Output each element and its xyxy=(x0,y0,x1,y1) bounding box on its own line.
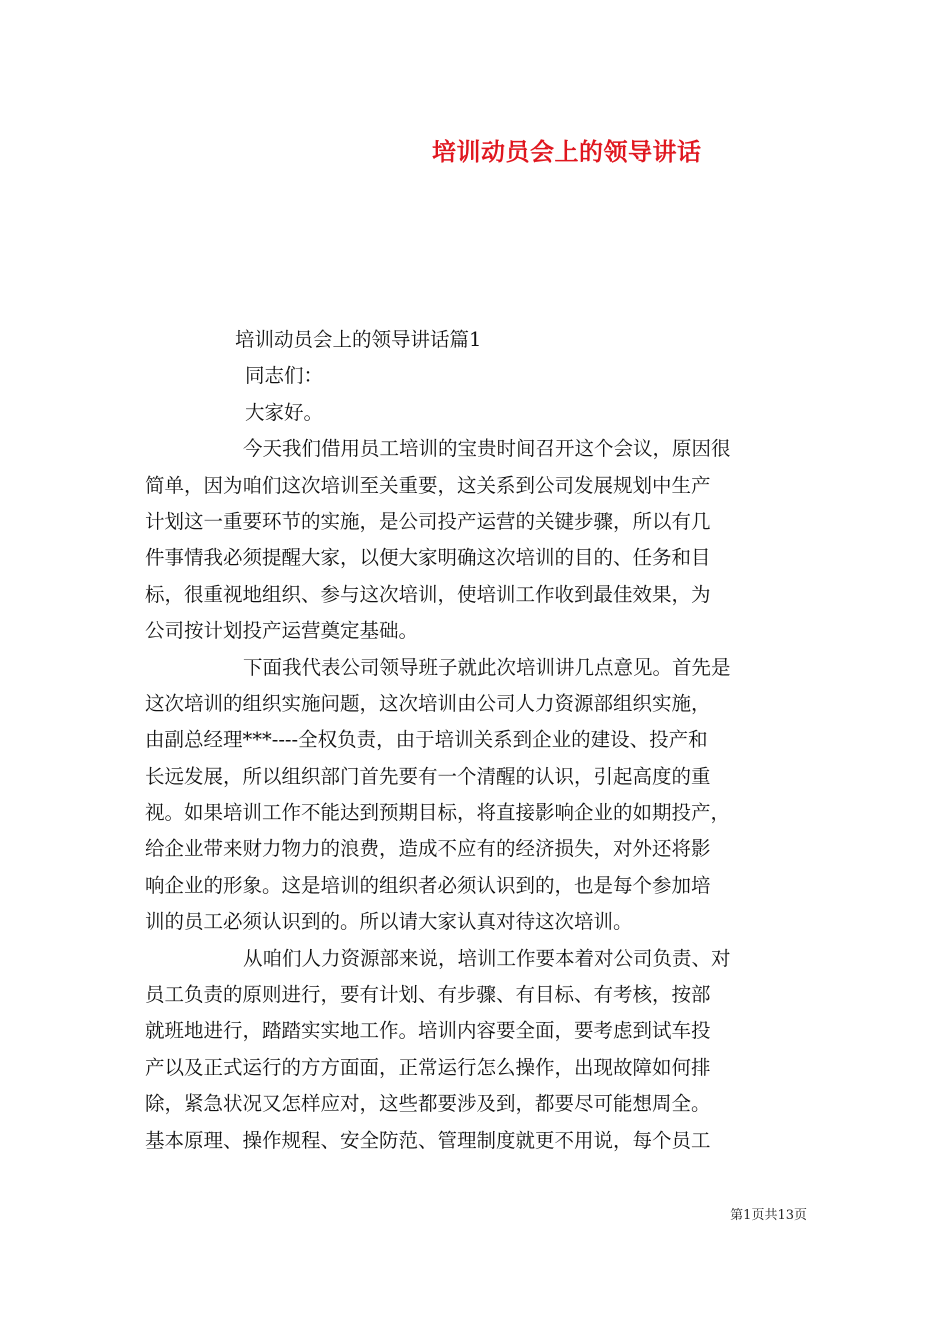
paragraph-line: 简单，因为咱们这次培训至关重要，这关系到公司发展规划中生产 xyxy=(145,473,711,497)
section-heading: 培训动员会上的领导讲话篇1 xyxy=(235,328,482,351)
document-title: 培训动员会上的领导讲话 xyxy=(432,137,702,166)
paragraph-line: 员工负责的原则进行，要有计划、有步骤、有目标、有考核，按部 xyxy=(145,983,711,1007)
paragraph-line: 计划这一重要环节的实施，是公司投产运营的关键步骤，所以有几 xyxy=(145,509,711,533)
paragraph-line: 长远发展，所以组织部门首先要有一个清醒的认识，引起高度的重 xyxy=(145,764,711,788)
paragraph-line: 下面我代表公司领导班子就此次培训讲几点意见。首先是 xyxy=(243,655,731,679)
paragraph-3 xyxy=(145,941,815,1159)
document-body xyxy=(145,322,815,1159)
paragraph-line: 给企业带来财力物力的浪费，造成不应有的经济损失，对外还将影 xyxy=(145,837,711,861)
paragraph-line: 训的员工必须认识到的。所以请大家认真对待这次培训。 xyxy=(145,910,633,934)
paragraph-line: 标，很重视地组织、参与这次培训，使培训工作收到最佳效果，为 xyxy=(145,582,711,606)
paragraph-line: 就班地进行，踏踏实实地工作。培训内容要全面，要考虑到试车投 xyxy=(145,1019,711,1043)
paragraph-line: 视。如果培训工作不能达到预期目标，将直接影响企业的如期投产， xyxy=(145,801,731,825)
paragraph-line: 这次培训的组织实施问题，这次培训由公司人力资源部组织实施， xyxy=(145,691,711,715)
paragraph-1 xyxy=(145,431,815,649)
greeting: 大家好。 xyxy=(245,400,324,424)
paragraph-line: 件事情我必须提醒大家，以便大家明确这次培训的目的、任务和目 xyxy=(145,546,711,570)
paragraph-line: 响企业的形象。这是培训的组织者必须认识到的，也是每个参加培 xyxy=(145,873,711,897)
paragraph-line: 由副总经理***----全权负责，由于培训关系到企业的建设、投产和 xyxy=(145,728,708,752)
paragraph-line: 基本原理、操作规程、安全防范、管理制度就更不用说，每个员工 xyxy=(145,1128,711,1152)
paragraph-line: 除，紧急状况又怎样应对，这些都要涉及到，都要尽可能想周全。 xyxy=(145,1092,711,1116)
paragraph-line: 公司按计划投产运营奠定基础。 xyxy=(145,619,419,643)
paragraph-line: 产以及正式运行的方方面面，正常运行怎么操作，出现故障如何排 xyxy=(145,1055,711,1079)
salutation: 同志们： xyxy=(245,364,324,388)
paragraph-line: 今天我们借用员工培训的宝贵时间召开这个会议，原因很 xyxy=(243,437,731,461)
paragraph-line: 从咱们人力资源部来说，培训工作要本着对公司负责、对 xyxy=(243,946,731,970)
page-number: 第1页共13页 xyxy=(730,1208,807,1223)
paragraph-2 xyxy=(145,650,815,941)
